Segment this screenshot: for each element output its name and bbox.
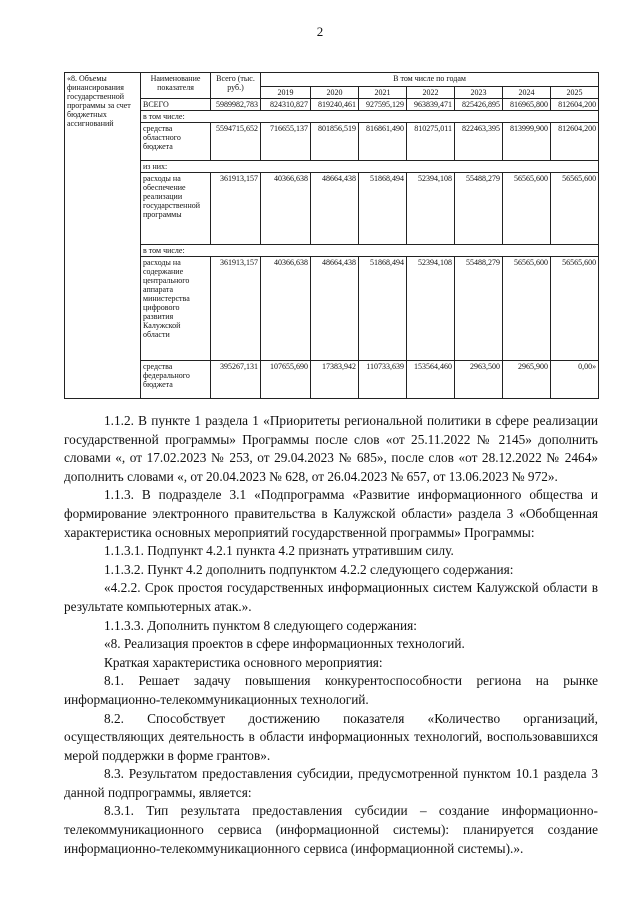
header-total: Всего (тыс. руб.) <box>211 73 261 99</box>
row-value: 153564,460 <box>407 361 455 399</box>
row-value: 48664,438 <box>311 173 359 245</box>
row-value: 56565,600 <box>503 173 551 245</box>
row-value: 2963,500 <box>455 361 503 399</box>
row-value: 51868,494 <box>359 257 407 361</box>
row-value: 816965,800 <box>503 99 551 111</box>
row-value: 52394,108 <box>407 173 455 245</box>
row-value: 813999,900 <box>503 123 551 161</box>
table-row <box>65 99 599 111</box>
body-text <box>64 412 598 858</box>
table-row <box>65 123 599 161</box>
row-total: 5989982,783 <box>211 99 261 111</box>
row-value: 40366,638 <box>261 257 311 361</box>
paragraph: 1.1.3.3. Дополнить пунктом 8 следующего содержания: <box>104 617 417 633</box>
table-row <box>65 361 599 399</box>
paragraph: 8.3.1. Тип результата предоставления субсидии – создание информационно-телекоммуникационного сервиса (информационной системы): планируется создание информационно-телекоммуникационного сервиса (информационной системы).». <box>64 803 598 856</box>
table-row <box>65 111 599 123</box>
year-header: 2024 <box>503 87 551 99</box>
year-header: 2022 <box>407 87 455 99</box>
year-header: 2021 <box>359 87 407 99</box>
paragraph: 8.3. Результатом предоставления субсидии, предусмотренной пунктом 10.1 раздела 3 данной подпрограммы, является: <box>64 766 598 800</box>
row-value: 107655,690 <box>261 361 311 399</box>
financing-table <box>64 72 599 399</box>
row-name: из них: <box>141 161 599 173</box>
paragraph: 1.1.3. В подразделе 3.1 «Подпрограмма «Развитие информационного общества и формирование электронного правительства в Калужской области» раздела 3 «Обобщенная характеристика основных мероприятий государственной программы» Программы: <box>64 487 598 540</box>
paragraph: 1.1.2. В пункте 1 раздела 1 «Приоритеты региональной политики в сфере реализации государственной программы» Программы после слов «от 25.11.2022 № 2145» дополнить словами «, от 17.02.2023 № 253, от 29.04.2023 № 685», после слов «от 28.12.2022 № 2464» дополнить словами «, от 20.04.2023 № 628, от 26.04.2023 № 657, от 13.06.2023 № 972». <box>64 413 598 484</box>
year-header: 2025 <box>551 87 599 99</box>
paragraph: 1.1.3.1. Подпункт 4.2.1 пункта 4.2 признать утратившим силу. <box>104 543 454 559</box>
year-header: 2023 <box>455 87 503 99</box>
row-value: 963839,471 <box>407 99 455 111</box>
table-row-label: «8. Объемы финансирования государственной программы за счет бюджетных ассигнований <box>65 73 141 399</box>
row-value: 55488,279 <box>455 173 503 245</box>
row-total: 361913,157 <box>211 173 261 245</box>
header-years-group: В том числе по годам <box>261 73 599 87</box>
row-value: 812604,200 <box>551 99 599 111</box>
row-total: 361913,157 <box>211 257 261 361</box>
row-name: расходы на обеспечение реализации государственной программы <box>141 173 211 245</box>
page-number: 2 <box>316 24 324 39</box>
paragraph: 1.1.3.2. Пункт 4.2 дополнить подпунктом 4.2.2 следующего содержания: <box>104 561 514 577</box>
table-row <box>65 257 599 361</box>
table-row <box>65 161 599 173</box>
row-value: 52394,108 <box>407 257 455 361</box>
header-name: Наименование показателя <box>141 73 211 99</box>
table-row <box>65 245 599 257</box>
row-name: в том числе: <box>141 245 599 257</box>
row-value: 819240,461 <box>311 99 359 111</box>
row-value: 56565,600 <box>551 257 599 361</box>
row-name: средства областного бюджета <box>141 123 211 161</box>
row-value: 0,00» <box>551 361 599 399</box>
row-value: 2965,900 <box>503 361 551 399</box>
row-value: 810275,011 <box>407 123 455 161</box>
row-value: 822463,395 <box>455 123 503 161</box>
row-value: 812604,200 <box>551 123 599 161</box>
paragraph: «8. Реализация проектов в сфере информационных технологий. <box>104 636 465 652</box>
row-value: 56565,600 <box>551 173 599 245</box>
row-name: ВСЕГО <box>141 99 211 111</box>
table-row <box>65 173 599 245</box>
row-total: 5594715,652 <box>211 123 261 161</box>
row-value: 17383,942 <box>311 361 359 399</box>
paragraph: «4.2.2. Срок простоя государственных информационных систем Калужской области в результате компьютерных атак.». <box>64 580 598 614</box>
year-header: 2019 <box>261 87 311 99</box>
row-value: 825426,895 <box>455 99 503 111</box>
row-value: 716655,137 <box>261 123 311 161</box>
row-value: 40366,638 <box>261 173 311 245</box>
paragraph: 8.1. Решает задачу повышения конкурентоспособности региона на рынке информационно-телекоммуникационных технологий. <box>64 673 598 707</box>
row-value: 110733,639 <box>359 361 407 399</box>
row-value: 824310,827 <box>261 99 311 111</box>
row-total: 395267,131 <box>211 361 261 399</box>
row-name: в том числе: <box>141 111 599 123</box>
row-value: 801856,519 <box>311 123 359 161</box>
paragraph: Краткая характеристика основного мероприятия: <box>104 654 383 670</box>
row-name: расходы на содержание центрального аппарата министерства цифрового развития Калужской области <box>141 257 211 361</box>
row-value: 48664,438 <box>311 257 359 361</box>
row-name: средства федерального бюджета <box>141 361 211 399</box>
year-header: 2020 <box>311 87 359 99</box>
row-value: 51868,494 <box>359 173 407 245</box>
row-value: 927595,129 <box>359 99 407 111</box>
row-value: 55488,279 <box>455 257 503 361</box>
row-value: 816861,490 <box>359 123 407 161</box>
row-value: 56565,600 <box>503 257 551 361</box>
paragraph: 8.2. Способствует достижению показателя «Количество организаций, осуществляющих деятельность в области информационных технологий, воспользовавшихся мерой поддержки в форме грантов». <box>64 710 598 763</box>
